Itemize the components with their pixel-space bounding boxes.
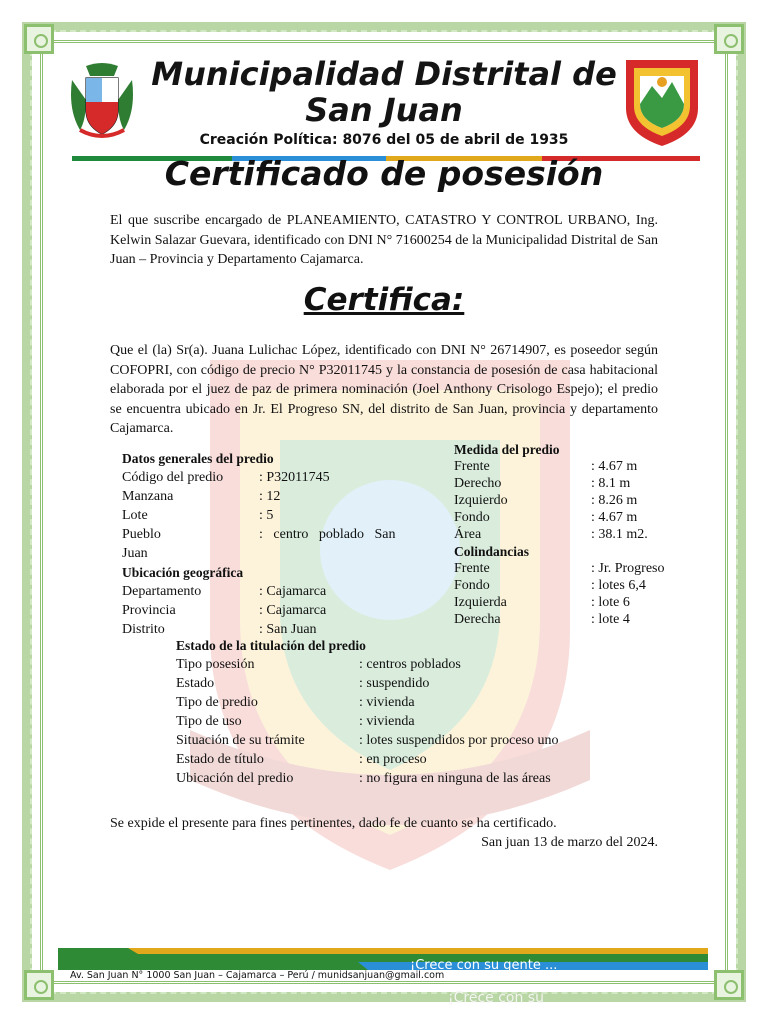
list-item: Distrito : San Juan <box>122 622 317 637</box>
list-item: Tipo de predio : vivienda <box>176 695 415 710</box>
list-item: Fondo : lotes 6,4 <box>454 578 646 593</box>
footer-address: Av. San Juan N° 1000 San Juan – Cajamarca – Perú / munidsanjuan@gmail.com <box>70 970 445 981</box>
list-item: Manzana : 12 <box>122 489 281 504</box>
ubicacion-heading: Ubicación geográfica <box>122 565 244 580</box>
medida-heading: Medida del predio <box>454 442 560 457</box>
list-item: Ubicación del predio : no figura en ninguna de las áreas <box>176 771 551 786</box>
body-paragraph: Que el (la) Sr(a). Juana Lulichac López, identificado con DNI N° 26714907, es poseedor según COFOPRI, con código de precio N° P32011745 y la constancia de posesión de casa habitacional elaborada por el juez de paz de primera nominación (Joel Anthony Crisologo Espejo); el predio se encuentra ubicado en Jr. El Progreso SN, del distrito de San Juan, provincia y departamento Cajamarca. <box>110 343 658 436</box>
municipality-title: Municipalidad Distrital de San Juan <box>151 55 617 129</box>
footer-band <box>58 948 708 970</box>
list-item: Derecho : 8.1 m <box>454 476 631 491</box>
list-item: Lote : 5 <box>122 508 274 523</box>
colindancias-heading: Colindancias <box>454 544 530 559</box>
datos-generales-section <box>122 449 419 639</box>
list-item: Departamento : Cajamarca <box>122 584 327 599</box>
corner-ornament-top-left <box>24 24 54 54</box>
footer-ghost-slogan: ¡Crece con su <box>448 990 544 1006</box>
list-item: Frente : 4.67 m <box>454 459 638 474</box>
datos-generales-heading: Datos generales del predio <box>122 451 274 466</box>
titulacion-section <box>176 636 616 788</box>
certifica-heading: Certifica: <box>303 282 465 318</box>
list-item: Izquierdo : 8.26 m <box>454 493 638 508</box>
list-item: Estado : suspendido <box>176 676 430 691</box>
list-item: Área : 38.1 m2. <box>454 527 648 542</box>
list-item: Juan <box>122 546 148 561</box>
list-item: Frente : Jr. Progreso <box>454 561 665 576</box>
medida-section <box>454 441 682 628</box>
list-item: Estado de título : en proceso <box>176 752 427 767</box>
intro-paragraph: El que suscribe encargado de PLANEAMIENTO, CATASTRO Y CONTROL URBANO, Ing. Kelwin Salazar Guevara, identificado con DNI N° 71600254 de la Municipalidad Distrital de San Juan – Provincia y Departamento Cajamarca. <box>110 213 658 267</box>
certificate-title: Certificado de posesión <box>164 154 604 193</box>
list-item: Provincia : Cajamarca <box>122 603 327 618</box>
corner-ornament-bottom-right <box>714 970 744 1000</box>
footer-slogan: ¡Crece con su gente ... <box>410 958 558 973</box>
issue-date: San juan 13 de marzo del 2024. <box>481 835 658 850</box>
list-item: Tipo posesión : centros poblados <box>176 657 461 672</box>
creation-subtitle: Creación Política: 8076 del 05 de abril de 1935 <box>199 132 569 148</box>
corner-ornament-bottom-left <box>24 970 54 1000</box>
list-item: Derecha : lote 4 <box>454 612 630 627</box>
list-item: Código del predio : P32011745 <box>122 470 330 485</box>
closing-statement: Se expide el presente para fines pertinentes, dado fe de cuanto se ha certificado. <box>110 816 557 831</box>
corner-ornament-top-right <box>714 24 744 54</box>
list-item: Izquierda : lote 6 <box>454 595 630 610</box>
list-item: Tipo de uso : vivienda <box>176 714 415 729</box>
list-item: Pueblo : centro poblado San <box>122 527 396 542</box>
titulacion-heading: Estado de la titulación del predio <box>176 638 366 653</box>
list-item: Fondo : 4.67 m <box>454 510 638 525</box>
list-item: Situación de su trámite : lotes suspendidos por proceso uno <box>176 733 559 748</box>
